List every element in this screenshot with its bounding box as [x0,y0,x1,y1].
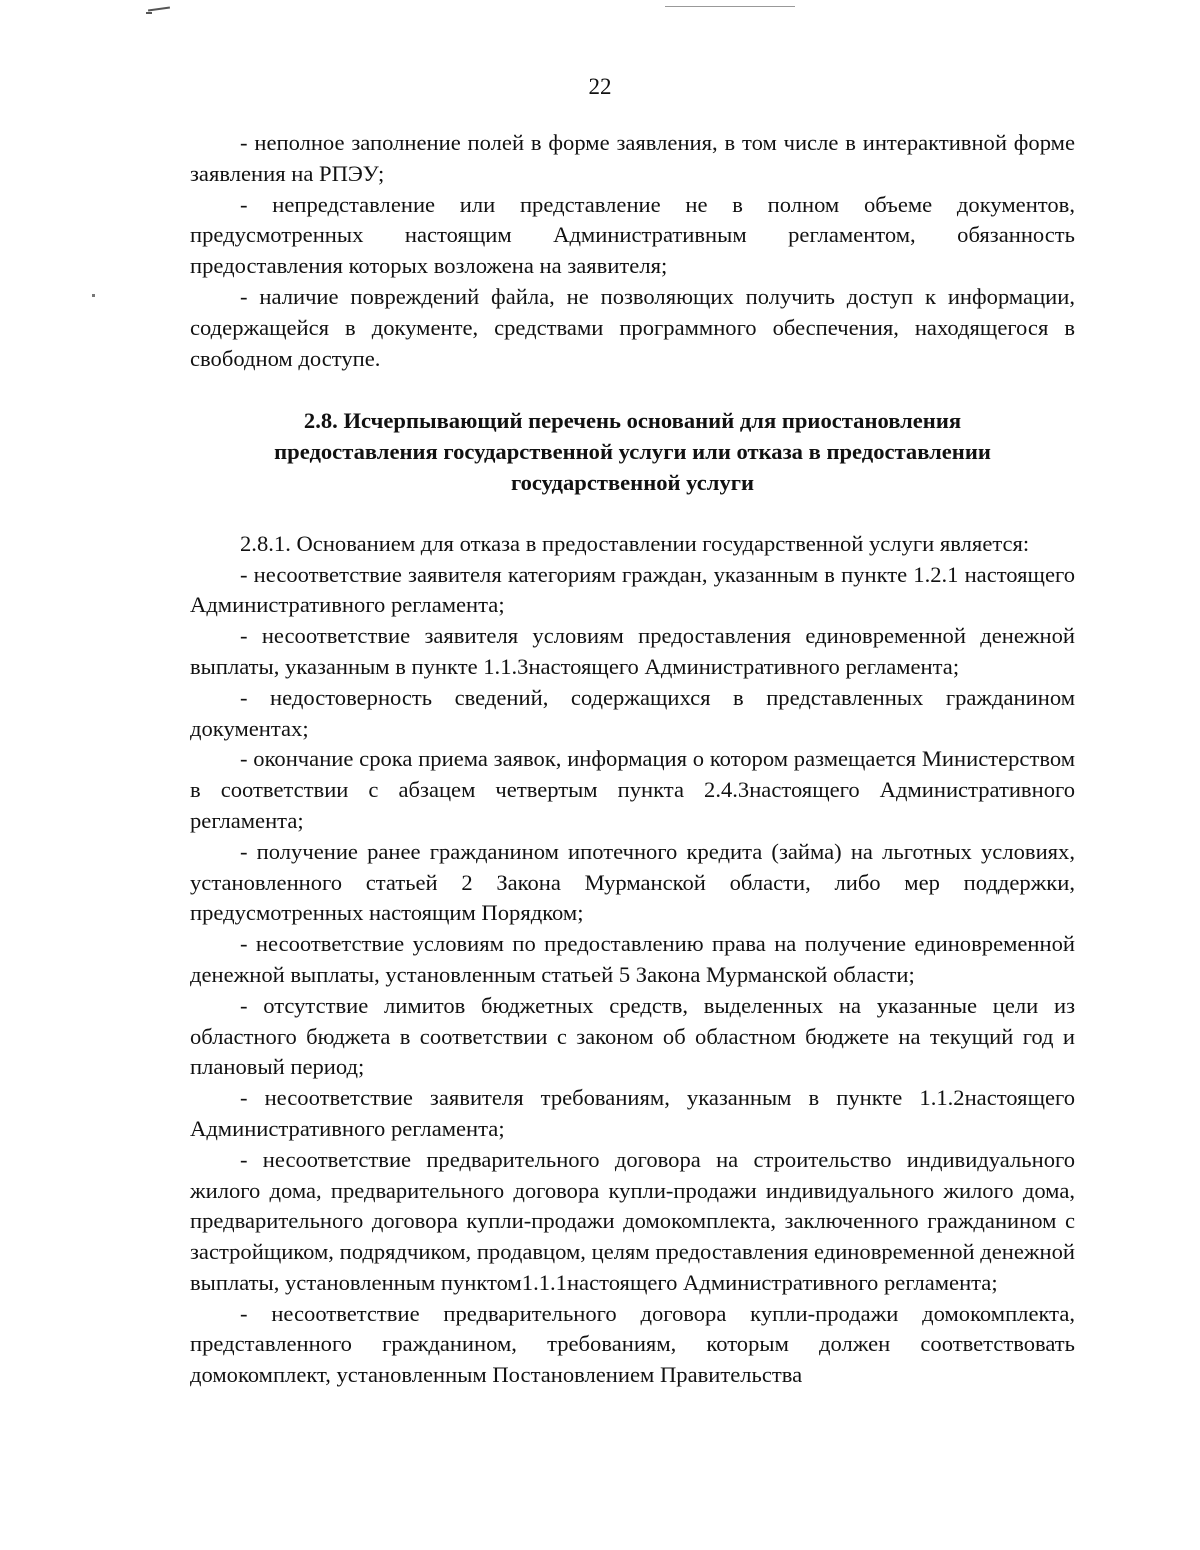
document-body [190,128,1075,1391]
list-item: - непредставление или представление не в полном объеме документов, предусмотренных настоящим Административным регламентом, обязанность предоставления которых возложена на заявителя; [190,191,1075,279]
scan-artifact-line [665,6,795,7]
clause-intro: 2.8.1. Основанием для отказа в предоставлении государственной услуги является: [240,530,1030,556]
section-heading [190,406,1075,498]
scan-artifact-dot [92,294,95,297]
list-item: - несоответствие заявителя условиям предоставления единовременной денежной выплаты, указанным в пункте 1.1.3настоящего Административного регламента; [190,623,1075,679]
list-item: - неполное заполнение полей в форме заявления, в том числе в интерактивной форме заявления на РПЭУ; [190,130,1075,186]
section-heading-line: 2.8. Исчерпывающий перечень оснований для приостановления [303,408,962,434]
list-item: - несоответствие условиям по предоставлению права на получение единовременной денежной выплаты, установленным статьей 5 Закона Мурманской области; [190,931,1075,987]
list-item: - получение ранее гражданином ипотечного кредита (займа) на льготных условиях, установленного статьей 2 Закона Мурманской области, либо мер поддержки, предусмотренных настоящим Порядком; [190,838,1075,926]
section-heading-line: предоставления государственной услуги или отказа в предоставлении [274,439,991,465]
scan-artifact-mark [148,6,170,11]
list-item: - несоответствие заявителя категориям граждан, указанным в пункте 1.2.1 настоящего Административного регламента; [190,561,1075,618]
scan-artifact-mark [146,12,152,14]
list-item: - окончание срока приема заявок, информация о котором размещается Министерством в соответствии с абзацем четвертым пункта 2.4.3настоящего Административного регламента; [190,746,1075,833]
list-item: - наличие повреждений файла, не позволяющих получить доступ к информации, содержащейся в документе, средствами программного обеспечения, находящегося в свободном доступе. [190,283,1075,371]
list-item: - несоответствие заявителя требованиям, указанным в пункте 1.1.2настоящего Административного регламента; [190,1085,1075,1141]
list-item: - недостоверность сведений, содержащихся в представленных гражданином документах; [190,684,1075,741]
list-item: - несоответствие предварительного договора на строительство индивидуального жилого дома, предварительного договора купли-продажи индивидуального жилого дома, предварительного договора купли-продажи домокомплекта, заключенного гражданином с застройщиком, подрядчиком, продавцом, целям предоставления единовременной денежной выплаты, установленным пунктом1.1.1настоящего Административного регламента; [190,1146,1075,1295]
section-heading-line: государственной услуги [510,469,755,495]
page-number: 22 [588,74,612,99]
list-item: - несоответствие предварительного договора купли-продажи домокомплекта, представленного гражданином, требованиям, которым должен соответствовать домокомплект, установленным Постановлением Правительства [190,1300,1075,1388]
list-item: - отсутствие лимитов бюджетных средств, выделенных на указанные цели из областного бюджета в соответствии с законом об областном бюджете на текущий год и плановый период; [190,992,1075,1080]
